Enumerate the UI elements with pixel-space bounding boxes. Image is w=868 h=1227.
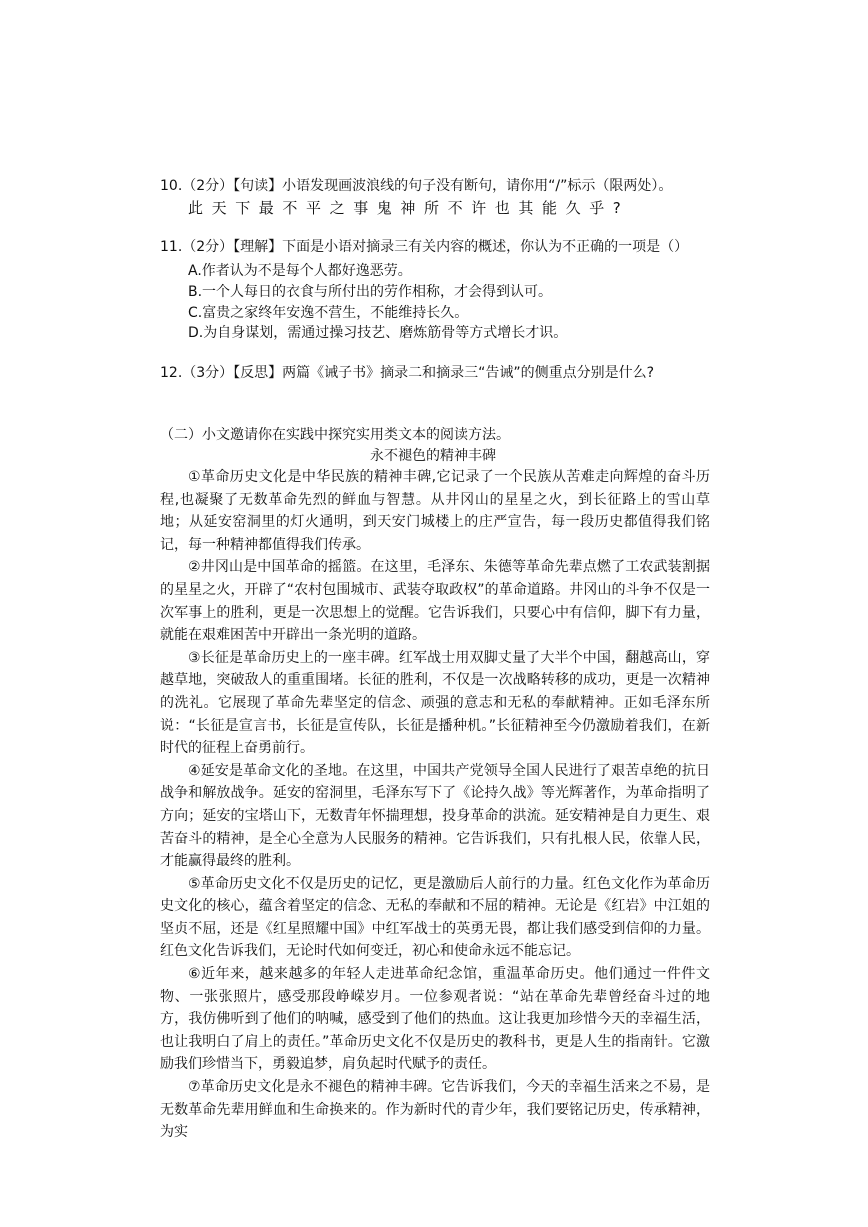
article-paragraph-2: ②井冈山是中国革命的摇篮。在这里，毛泽东、朱德等革命先辈点燃了工农武装割据的星星之火，开辟了“农村包围城市、武装夺取政权”的革命道路。井冈山的斗争不仅是一次军事上的胜利，更是一次思想上的觉醒。它告诉我们，只要心中有信仰，脚下有力量，就能在艰难困苦中开辟出一条光明的道路。 [160, 559, 710, 644]
question-10-sentence: 此天下最不平之事鬼神所不许也其能久乎? [188, 199, 630, 217]
article-paragraph-6: ⑥近年来，越来越多的年轻人走进革命纪念馆，重温革命历史。他们通过一件件文物、一张张照片，感受那段峥嵘岁月。一位参观者说：“站在革命先辈曾经奋斗过的地方，我仿佛听到了他们的呐喊，感受到了他们的热血。这让我更加珍惜今天的幸福生活，也让我明白了肩上的责任。”革命历史文化不仅是历史的教科书，更是人生的指南针。它激励我们珍惜当下，勇毅追梦，肩负起时代赋予的责任。 [160, 966, 710, 1073]
question-11-option-d: D.为自身谋划，需通过操习技艺、磨炼筋骨等方式增长才识。 [188, 325, 568, 341]
question-10-stem: 10.（2分）【句读】小语发现画波浪线的句子没有断句，请你用“/”标示（限两处）。 [160, 178, 673, 194]
article-body [160, 466, 710, 1144]
article-paragraph-4: ④延安是革命文化的圣地。在这里，中国共产党领导全国人民进行了艰苦卓绝的抗日战争和解放战争。延安的窑洞里，毛泽东写下了《论持久战》等光辉著作，为革命指明了方向；延安的宝塔山下，无数青年怀揣理想，投身革命的洪流。延安精神是自力更生、艰苦奋斗的精神，是全心全意为人民服务的精神。它告诉我们，只有扎根人民，依靠人民，才能赢得最终的胜利。 [160, 762, 710, 870]
question-11-option-b: B.一个人每日的衣食与所付出的劳作相称，才会得到认可。 [188, 284, 553, 300]
question-12-stem: 12.（3分）【反思】两篇《诫子书》摘录二和摘录三“告诫”的侧重点分别是什么? [160, 365, 655, 381]
article-paragraph-1: ①革命历史文化是中华民族的精神丰碑,它记录了一个民族从苦难走向辉煌的奋斗历程,也凝聚了无数革命先烈的鲜血与智慧。从井冈山的星星之火，到长征路上的雪山草地；从延安窑洞里的灯火通明，到天安门城楼上的庄严宣告，每一段历史都值得我们铭记，每一种精神都值得我们传承。 [160, 469, 710, 553]
section-intro: （二）小文邀请你在实践中探究实用类文本的阅读方法。 [160, 427, 510, 443]
article-paragraph-7: ⑦革命历史文化是永不褪色的精神丰碑。它告诉我们，今天的幸福生活来之不易，是无数革命先辈用鲜血和生命换来的。作为新时代的青少年，我们要铭记历史，传承精神，为实 [160, 1079, 710, 1141]
article-title: 永不褪色的精神丰碑 [370, 448, 496, 464]
article-paragraph-3: ③长征是革命历史上的一座丰碑。红军战士用双脚丈量了大半个中国，翻越高山，穿越草地，突破敌人的重重围堵。长征的胜利，不仅是一次战略转移的成功，更是一次精神的洗礼。它展现了革命先辈坚定的信念、顽强的意志和无私的奉献精神。正如毛泽东所说：“长征是宣言书，长征是宣传队，长征是播种机。”长征精神至今仍激励着我们，在新时代的征程上奋勇前行。 [160, 649, 710, 757]
question-11-stem: 11.（2分）【理解】下面是小语对摘录三有关内容的概述，你认为不正确的一项是（） [160, 239, 689, 255]
question-11-option-a: A.作者认为不是每个人都好逸恶劳。 [188, 263, 412, 279]
question-11-option-c: C.富贵之家终年安逸不营生，不能维持长久。 [188, 305, 469, 321]
article-paragraph-5: ⑤革命历史文化不仅是历史的记忆，更是激励后人前行的力量。红色文化作为革命历史文化的核心，蕴含着坚定的信念、无私的奉献和不屈的精神。无论是《红岩》中江姐的坚贞不屈，还是《红星照耀中国》中红军战士的英勇无畏，都让我们感受到信仰的力量。红色文化告诉我们，无论时代如何变迁，初心和使命永远不能忘记。 [160, 875, 710, 960]
